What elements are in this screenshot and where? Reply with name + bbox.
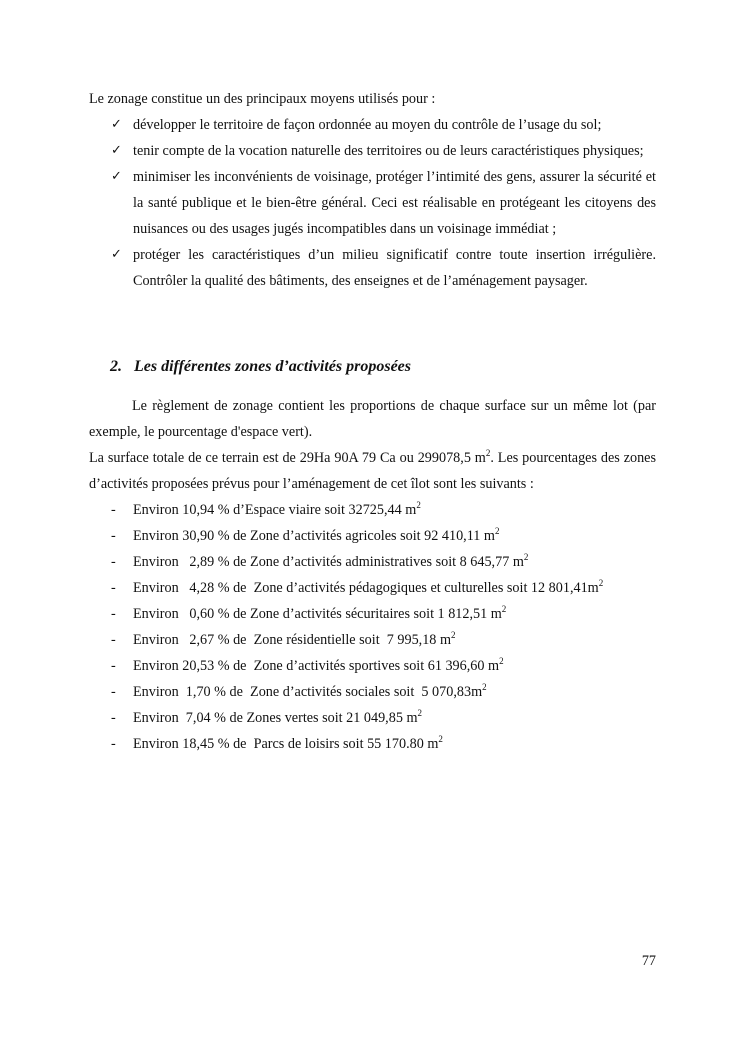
section-number: 2. <box>110 358 122 375</box>
list-item <box>89 497 656 523</box>
superscript: 2 <box>417 708 422 718</box>
body-section <box>89 393 656 757</box>
checkmark-icon: ✓ <box>111 247 122 262</box>
checklist-item <box>89 138 656 164</box>
zone-item-text: Environ 1,70 % de Zone d’activités sociales soit 5 070,83m <box>133 684 483 700</box>
superscript: 2 <box>598 578 604 588</box>
zones-list <box>89 497 656 757</box>
checklist-item <box>89 242 656 294</box>
zone-item-text: Environ 4,28 % de Zone d’activités pédagogiques et culturelles soit 12 801,41m <box>133 580 599 596</box>
superscript: 2 <box>523 552 529 562</box>
list-item <box>89 653 656 679</box>
intro-section <box>89 86 656 294</box>
zone-item-text: Environ 20,53 % de Zone d’activités sportives soit 61 396,60 m <box>133 658 500 674</box>
superscript: 2 <box>450 630 456 640</box>
superscript: 2 <box>499 656 504 666</box>
list-item <box>89 679 656 705</box>
zone-item-text: Environ 18,45 % de Parcs de loisirs soit 55 170.80 m <box>133 736 439 752</box>
zone-item-text: Environ 2,67 % de Zone résidentielle soit 7 995,18 m <box>133 632 451 648</box>
list-item <box>89 601 656 627</box>
dash-bullet: - <box>111 632 116 648</box>
superscript: 2 <box>494 526 500 536</box>
dash-bullet: - <box>111 684 116 700</box>
superscript: 2 <box>482 682 487 692</box>
paragraph-zoning-rules: Le règlement de zonage contient les proportions de chaque surface sur un même lot (par exemple, le pourcentage d'espace vert). <box>89 398 656 440</box>
paragraph-total-surface <box>89 445 656 497</box>
surface-text-before: La surface totale de ce terrain est de 29Ha 90A 79 Ca ou 299078,5 m <box>89 450 486 466</box>
checklist-item-text: tenir compte de la vocation naturelle des territoires ou de leurs caractéristiques physiques; <box>133 143 644 159</box>
dash-bullet: - <box>111 710 116 726</box>
page-number: 77 <box>641 953 656 969</box>
checkmark-icon: ✓ <box>111 117 122 132</box>
dash-bullet: - <box>111 580 116 596</box>
list-item <box>89 627 656 653</box>
section-title: Les différentes zones d’activités proposées <box>134 358 411 375</box>
zone-item-text: Environ 0,60 % de Zone d’activités sécuritaires soit 1 812,51 m <box>133 606 502 622</box>
intro-lead: Le zonage constitue un des principaux moyens utilisés pour : <box>89 91 436 107</box>
checklist-item-text: protéger les caractéristiques d’un milieu significatif contre toute insertion irrégulière. Contrôler la qualité des bâtiments, des enseignes et de l’aménagement paysager. <box>133 247 656 289</box>
superscript: 2 <box>501 604 507 614</box>
checklist-item-text: minimiser les inconvénients de voisinage, protéger l’intimité des gens, assurer la sécurité et la santé publique et le bien-être général. Ceci est réalisable en protégeant les citoyens des nuisances ou des usages jugés incompatibles dans un voisinage immédiat ; <box>133 169 656 237</box>
zone-item-text: Environ 10,94 % d’Espace viaire soit 32725,44 m <box>133 502 417 518</box>
list-item <box>89 523 656 549</box>
list-item <box>89 705 656 731</box>
checklist <box>89 112 656 294</box>
checklist-item-text: développer le territoire de façon ordonnée au moyen du contrôle de l’usage du sol; <box>133 117 602 133</box>
dash-bullet: - <box>111 606 116 622</box>
dash-bullet: - <box>111 554 116 570</box>
list-item <box>89 575 656 601</box>
dash-bullet: - <box>111 528 116 544</box>
superscript: 2 <box>438 734 443 744</box>
list-item <box>89 549 656 575</box>
surface-text-after: . Les pourcentages des zones d’activités proposées prévus pour l’aménagement de cet îlot sont les suivants : <box>89 450 657 492</box>
zone-item-text: Environ 7,04 % de Zones vertes soit 21 049,85 m <box>133 710 418 726</box>
superscript: 2 <box>485 448 491 458</box>
checkmark-icon: ✓ <box>111 143 122 158</box>
checklist-item <box>89 164 656 242</box>
dash-bullet: - <box>111 502 116 518</box>
zone-item-text: Environ 2,89 % de Zone d’activités administratives soit 8 645,77 m <box>133 554 524 570</box>
checklist-item <box>89 112 656 138</box>
checkmark-icon: ✓ <box>111 169 122 184</box>
section-heading <box>110 354 411 380</box>
dash-bullet: - <box>111 736 116 752</box>
superscript: 2 <box>416 500 421 510</box>
zone-item-text: Environ 30,90 % de Zone d’activités agricoles soit 92 410,11 m <box>133 528 495 544</box>
list-item <box>89 731 656 757</box>
dash-bullet: - <box>111 658 116 674</box>
